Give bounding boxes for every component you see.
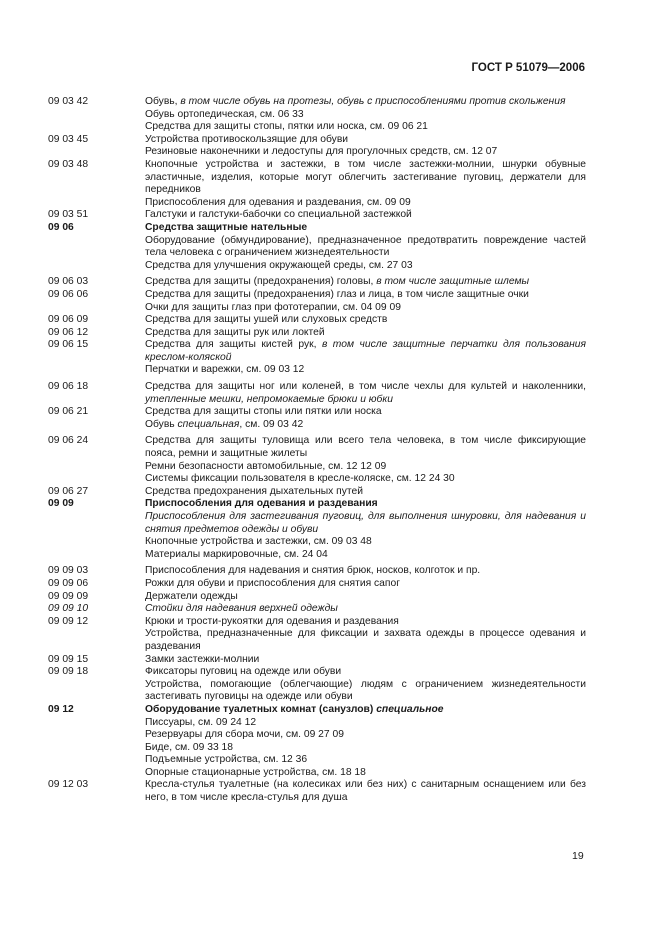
entry-text: [145, 435, 586, 460]
entry-text: [145, 717, 586, 730]
entry-text: [145, 339, 586, 364]
entry-code: [48, 729, 145, 742]
entry-text-segment: Галстуки и галстуки-бабочки со специальной застежкой: [145, 209, 412, 221]
entry-text: [145, 679, 586, 704]
entry-text-segment: Кресла-стулья туалетные (на колесиках или без них) с санитарным оснащением или без него, в том числе кресла-стулья для душа: [145, 779, 586, 804]
entry-code: 09 12 03: [48, 779, 89, 791]
entry-text: [145, 159, 586, 197]
entry-text: [145, 327, 586, 340]
entry-text: [145, 511, 586, 536]
entry-text-segment: Средства для защиты туловища или всего тела человека, в том числе фиксирующие пояса, ремни и защитные жилеты: [145, 435, 586, 460]
entry-text-segment: Держатели одежды: [145, 590, 238, 602]
entry-row: [48, 209, 586, 222]
entry-text-segment: Фиксаторы пуговиц на одежде или обуви: [145, 666, 342, 678]
entry-text: [145, 486, 586, 499]
entry-row: [48, 666, 586, 679]
entry-row: [48, 729, 586, 742]
entry-row: [48, 134, 586, 147]
entry-code: [48, 742, 145, 755]
entry-row: [48, 628, 586, 653]
entry-text-segment: Приспособления для застегивания пуговиц, для выполнения шнуровки, для надевания и снятия предметов одежды и обуви: [145, 511, 586, 535]
entry-text-segment: Средства предохранения дыхательных путей: [145, 485, 363, 497]
entry-text-segment: Устройства противоскользящие для обуви: [145, 133, 349, 145]
entry-row: [48, 591, 586, 604]
entry-row: [48, 754, 586, 767]
entry-code: 09 06 24: [48, 435, 89, 447]
entry-text-segment: Кнопочные устройства и застежки, в том числе застежки-молнии, шнурки обувные эластичные, изделия, которые могут облегчить застегивание пуговиц, держатели для передников: [145, 158, 586, 196]
entry-text-segment: Писсуары, см. 09 24 12: [145, 716, 257, 728]
entry-text-segment: Обувь,: [145, 96, 181, 107]
entry-row: [48, 679, 586, 704]
entry-text-segment: Замки застежки-молнии: [145, 653, 260, 665]
entry-row: [48, 159, 586, 197]
entry-text-segment: Оборудование туалетных комнат (санузлов): [145, 703, 377, 715]
entry-text-segment: Средства для улучшения окружающей среды, см. 27 03: [145, 259, 413, 271]
entry-text: [145, 134, 586, 147]
entry-text-segment: Средства для защиты стопы, пятки или носка, см. 09 06 21: [145, 121, 428, 133]
entry-text: [145, 406, 586, 419]
entry-code: [48, 197, 145, 210]
entry-text-segment: Стойки для надевания верхней одежды: [145, 603, 338, 615]
entry-row: [48, 235, 586, 260]
entry-text-segment: в том числе защитные перчатки для пользования креслом-коляской: [145, 339, 586, 363]
entry-text: [145, 235, 586, 260]
entry-code: 09 03 51: [48, 209, 89, 221]
entry-code: 09 09: [48, 498, 74, 510]
entry-text: [145, 96, 586, 109]
entry-row: [48, 536, 586, 549]
entry-text: [145, 222, 586, 235]
entry-text-segment: Средства для защиты ног или коленей, в том числе чехлы для культей и наколенники,: [145, 381, 586, 393]
entry-code: [48, 767, 145, 780]
entry-row: [48, 435, 586, 460]
entry-code: 09 06 27: [48, 485, 89, 497]
entry-text-segment: Перчатки и варежки, см. 09 03 12: [145, 364, 305, 376]
entry-row: [48, 511, 586, 536]
entry-text-segment: Ремни безопасности автомобильные, см. 12 12 09: [145, 460, 387, 472]
entry-row: [48, 461, 586, 474]
entry-row: [48, 419, 586, 432]
entry-row: [48, 260, 586, 273]
entry-text: [145, 461, 586, 474]
entry-text-segment: Устройства, помогающие (облегчающие) людям с ограничением жизнедеятельности застегивать пуговицы на одежде или обуви: [145, 678, 586, 703]
entry-row: [48, 197, 586, 210]
entry-text: [145, 565, 586, 578]
entry-text: [145, 498, 586, 511]
entry-code: [48, 549, 145, 562]
entry-text-segment: Средства для защиты стопы или пятки или носка: [145, 406, 382, 418]
entry-row: [48, 779, 586, 804]
entry-text: [145, 289, 586, 302]
entry-text-segment: Биде, см. 09 33 18: [145, 741, 233, 753]
entry-code: 09 09 03: [48, 565, 89, 577]
entry-row: [48, 222, 586, 235]
entry-code: 09 09 06: [48, 577, 89, 589]
entry-code: 09 12: [48, 703, 74, 715]
entry-text-segment: Обувь ортопедическая, см. 06 33: [145, 108, 304, 120]
entry-text-segment: Материалы маркировочные, см. 24 04: [145, 548, 328, 560]
entry-text: [145, 109, 586, 122]
entry-row: [48, 549, 586, 562]
entry-row: [48, 717, 586, 730]
entry-code: [48, 121, 145, 134]
entry-row: [48, 364, 586, 377]
entry-code: 09 09 09: [48, 590, 89, 602]
entry-text: [145, 779, 586, 804]
entry-text: [145, 549, 586, 562]
entry-row: [48, 327, 586, 340]
entry-code: 09 09 18: [48, 666, 89, 678]
entry-row: [48, 276, 586, 289]
entry-text-segment: в том числе защитные шлемы: [376, 276, 530, 288]
entry-row: [48, 146, 586, 159]
entry-text: [145, 729, 586, 742]
entry-text-segment: Рожки для обуви и приспособления для снятия сапог: [145, 577, 400, 589]
entry-code: [48, 754, 145, 767]
classification-list: [48, 96, 586, 805]
entry-text-segment: Средства для защиты рук или локтей: [145, 326, 325, 338]
entry-text: [145, 578, 586, 591]
entry-text-segment: в том числе обувь на протезы, обувь с приспособлениями против скольжения: [180, 96, 566, 107]
entry-text-segment: , см. 09 03 42: [239, 418, 304, 430]
entry-text-segment: Средства для защиты (предохранения) головы,: [145, 276, 377, 288]
entry-text-segment: Системы фиксации пользователя в кресле-коляске, см. 12 24 30: [145, 473, 455, 485]
entry-text-segment: утепленные мешки, непромокаемые брюки и юбки: [145, 393, 393, 405]
entry-text: [145, 742, 586, 755]
entry-code: [48, 260, 145, 273]
entry-code: 09 09 15: [48, 653, 89, 665]
entry-text: [145, 302, 586, 315]
entry-code: 09 06: [48, 221, 74, 233]
entry-text: [145, 616, 586, 629]
document-standard-header: ГОСТ Р 51079—2006: [471, 62, 585, 74]
entry-code: [48, 235, 145, 260]
entry-code: [48, 461, 145, 474]
entry-row: [48, 302, 586, 315]
entry-code: 09 09 12: [48, 615, 89, 627]
entry-code: 09 09 10: [48, 603, 89, 615]
entry-code: [48, 419, 145, 432]
entry-text-segment: Подъемные устройства, см. 12 36: [145, 754, 308, 766]
entry-code: [48, 364, 145, 377]
entry-text-segment: Приспособления для одевания и раздевания, см. 09 09: [145, 196, 411, 208]
entry-text: [145, 121, 586, 134]
entry-text: [145, 419, 586, 432]
entry-row: [48, 121, 586, 134]
entry-text-segment: Средства для защиты (предохранения) глаз и лица, в том числе защитные очки: [145, 288, 529, 300]
entry-code: 09 03 45: [48, 133, 89, 145]
entry-row: [48, 109, 586, 122]
entry-row: [48, 406, 586, 419]
entry-text: [145, 704, 586, 717]
entry-code: 09 03 48: [48, 158, 89, 170]
entry-code: 09 06 06: [48, 288, 89, 300]
entry-text-segment: Кнопочные устройства и застежки, см. 09 03 48: [145, 536, 372, 548]
entry-row: [48, 473, 586, 486]
entry-code: 09 06 18: [48, 381, 89, 393]
entry-row: [48, 742, 586, 755]
entry-text-segment: Средства защитные нательные: [145, 221, 308, 233]
entry-row: [48, 96, 586, 109]
entry-row: [48, 339, 586, 364]
entry-text-segment: Опорные стационарные устройства, см. 18 18: [145, 766, 366, 778]
entry-code: 09 06 21: [48, 406, 89, 418]
entry-code: [48, 628, 145, 653]
page-number: 19: [572, 850, 584, 862]
entry-row: [48, 704, 586, 717]
entry-text-segment: Крюки и трости-рукоятки для одевания и раздевания: [145, 615, 399, 627]
entry-text: [145, 591, 586, 604]
entry-text: [145, 654, 586, 667]
entry-code: [48, 679, 145, 704]
entry-row: [48, 498, 586, 511]
entry-text-segment: Устройства, предназначенные для фиксации и захвата одежды в процессе одевания и раздевания: [145, 628, 586, 652]
entry-text-segment: специальная: [177, 418, 240, 430]
entry-code: 09 03 42: [48, 96, 89, 107]
entry-text-segment: специальное: [376, 703, 444, 715]
entry-text: [145, 767, 586, 780]
entry-text: [145, 381, 586, 406]
entry-code: 09 06 15: [48, 339, 89, 351]
entry-code: [48, 302, 145, 315]
entry-text: [145, 364, 586, 377]
entry-text-segment: Очки для защиты глаз при фототерапии, см. 04 09 09: [145, 301, 401, 313]
entry-code: [48, 473, 145, 486]
entry-text-segment: Средства для защиты кистей рук,: [145, 339, 322, 351]
entry-row: [48, 289, 586, 302]
entry-text-segment: Приспособления для надевания и снятия брюк, носков, колготок и пр.: [145, 565, 481, 577]
entry-code: 09 06 12: [48, 326, 89, 338]
entry-text: [145, 603, 586, 616]
entry-code: [48, 717, 145, 730]
entry-row: [48, 603, 586, 616]
entry-text-segment: Резиновые наконечники и ледоступы для прогулочных средств, см. 12 07: [145, 146, 498, 158]
entry-text: [145, 754, 586, 767]
entry-text: [145, 197, 586, 210]
entry-code: [48, 109, 145, 122]
entry-text: [145, 666, 586, 679]
entry-text: [145, 146, 586, 159]
entry-row: [48, 767, 586, 780]
entry-row: [48, 616, 586, 629]
entry-text: [145, 536, 586, 549]
entry-row: [48, 578, 586, 591]
entry-text-segment: Приспособления для одевания и раздевания: [145, 498, 378, 510]
entry-text: [145, 209, 586, 222]
entry-row: [48, 654, 586, 667]
entry-text: [145, 473, 586, 486]
entry-text-segment: Оборудование (обмундирование), предназначенное предотвратить повреждение частей тела человека с ограничением жизнедеятельности: [145, 234, 586, 259]
entry-code: 09 06 03: [48, 276, 89, 288]
entry-text: [145, 628, 586, 653]
entry-row: [48, 381, 586, 406]
entry-code: [48, 146, 145, 159]
entry-row: [48, 314, 586, 327]
entry-text: [145, 260, 586, 273]
entry-text-segment: Средства для защиты ушей или слуховых средств: [145, 314, 388, 326]
entry-text-segment: Резервуары для сбора мочи, см. 09 27 09: [145, 729, 344, 741]
entry-code: [48, 536, 145, 549]
entry-text-segment: Обувь: [145, 418, 178, 430]
entry-code: 09 06 09: [48, 314, 89, 326]
entry-text: [145, 276, 586, 289]
entry-text: [145, 314, 586, 327]
entry-code: [48, 511, 145, 536]
entry-row: [48, 486, 586, 499]
entry-row: [48, 565, 586, 578]
